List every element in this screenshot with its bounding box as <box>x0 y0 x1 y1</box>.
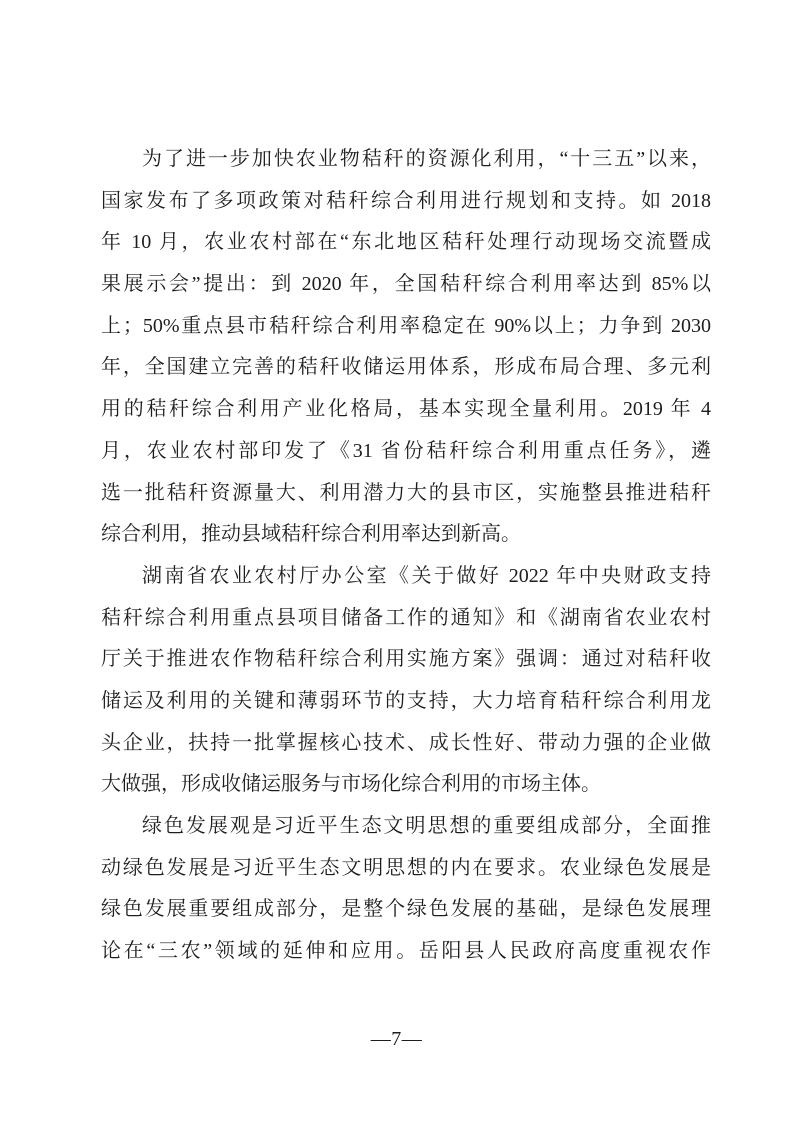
text-line: 月，农业农村部印发了《31 省份秸秆综合利用重点任务》，遴 <box>101 439 711 462</box>
paragraph-1 <box>101 139 711 556</box>
text-line: 国家发布了多项政策对秸秆综合利用进行规划和支持。如 2018 <box>101 189 711 212</box>
text-line: 年 10 月，农业农村部在“东北地区秸秆处理行动现场交流暨成 <box>101 231 711 254</box>
document-body <box>101 139 711 973</box>
text-line: 用的秸秆综合利用产业化格局，基本实现全量利用。2019 年 4 <box>101 398 711 421</box>
page-number: —7— <box>370 1028 423 1050</box>
text-line: 为了进一步加快农业物秸秆的资源化利用，“十三五”以来， <box>142 148 711 170</box>
text-line: 选一批秸秆资源量大、利用潜力大的县市区，实施整县推进秸秆 <box>101 481 711 504</box>
text-line: 综合利用，推动县域秸秆综合利用率达到新高。 <box>101 523 521 546</box>
text-line: 绿色发展重要组成部分，是整个绿色发展的基础，是绿色发展理 <box>101 898 711 921</box>
text-line: 上；50%重点县市秸秆综合利用率稳定在 90%以上；力争到 2030 <box>101 314 711 337</box>
paragraph-2 <box>101 556 711 806</box>
paragraph-3 <box>101 806 711 973</box>
text-line: 大做强，形成收储运服务与市场化综合利用的市场主体。 <box>101 773 601 796</box>
text-line: 年，全国建立完善的秸秆收储运用体系，形成布局合理、多元利 <box>101 356 711 379</box>
text-line: 果展示会”提出：到 2020 年，全国秸秆综合利用率达到 85%以 <box>101 273 711 296</box>
text-line: 动绿色发展是习近平生态文明思想的内在要求。农业绿色发展是 <box>101 856 711 879</box>
text-line: 头企业，扶持一批掌握核心技术、成长性好、带动力强的企业做 <box>101 731 711 754</box>
text-line: 湖南省农业农村厅办公室《关于做好 2022 年中央财政支持 <box>142 564 711 587</box>
text-line: 储运及利用的关键和薄弱环节的支持，大力培育秸秆综合利用龙 <box>101 689 711 712</box>
text-line: 绿色发展观是习近平生态文明思想的重要组成部分，全面推 <box>142 815 711 837</box>
text-line: 秸秆综合利用重点县项目储备工作的通知》和《湖南省农业农村 <box>101 606 711 629</box>
text-line: 论在“三农”领域的延伸和应用。岳阳县人民政府高度重视农作 <box>101 940 711 963</box>
text-line: 厅关于推进农作物秸秆综合利用实施方案》强调：通过对秸秆收 <box>101 648 711 671</box>
